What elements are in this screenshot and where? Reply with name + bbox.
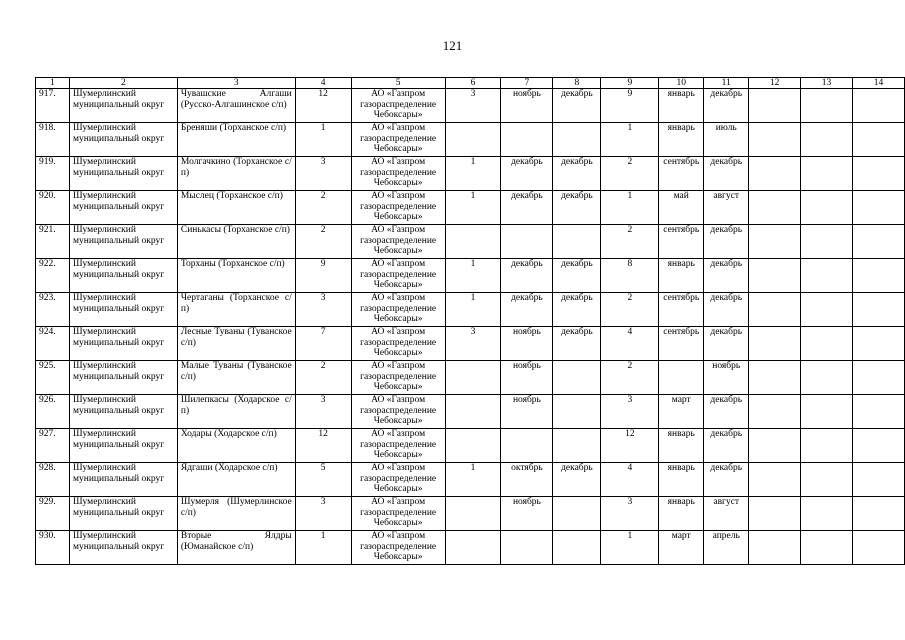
organization-name: АО «Газпром газораспределение Чебоксары»	[351, 429, 445, 463]
col-7-month	[501, 531, 553, 565]
col-9-value: 1	[601, 191, 659, 225]
col-9-value: 4	[601, 327, 659, 361]
col-12-value	[749, 463, 801, 497]
settlement-name: Шумерля (Шумерлинское с/п)	[177, 497, 295, 531]
col-4-count: 3	[295, 157, 351, 191]
col-12-value	[749, 429, 801, 463]
col-4-count: 1	[295, 531, 351, 565]
column-header: 7	[501, 78, 553, 89]
col-9-value: 2	[601, 225, 659, 259]
col-11-month: июль	[704, 123, 749, 157]
col-13-value	[801, 191, 853, 225]
col-8-month: декабрь	[553, 259, 601, 293]
col-8-month: декабрь	[553, 463, 601, 497]
row-number: 927.	[36, 429, 70, 463]
settlement-name: Молгачкино (Торханское с/п)	[177, 157, 295, 191]
table-row	[36, 395, 905, 429]
col-6-value: 3	[445, 89, 501, 123]
row-number: 928.	[36, 463, 70, 497]
col-7-month: декабрь	[501, 157, 553, 191]
col-10-month: январь	[659, 259, 704, 293]
district-name: Шумерлинский муниципальный округ	[69, 361, 177, 395]
col-10-month: сентябрь	[659, 225, 704, 259]
col-4-count: 2	[295, 225, 351, 259]
col-6-value	[445, 225, 501, 259]
col-11-month: декабрь	[704, 327, 749, 361]
organization-name: АО «Газпром газораспределение Чебоксары»	[351, 157, 445, 191]
column-header: 1	[36, 78, 70, 89]
col-10-month: сентябрь	[659, 157, 704, 191]
table-row	[36, 497, 905, 531]
col-14-value	[852, 497, 904, 531]
col-14-value	[852, 463, 904, 497]
col-9-value: 1	[601, 531, 659, 565]
settlement-name: Ядгаши (Ходарское с/п)	[177, 463, 295, 497]
organization-name: АО «Газпром газораспределение Чебоксары»	[351, 395, 445, 429]
col-9-value: 3	[601, 497, 659, 531]
organization-name: АО «Газпром газораспределение Чебоксары»	[351, 123, 445, 157]
row-number: 926.	[36, 395, 70, 429]
col-8-month	[553, 361, 601, 395]
col-12-value	[749, 191, 801, 225]
settlement-name: Вторые Ялдры (Юманайское с/п)	[177, 531, 295, 565]
col-14-value	[852, 89, 904, 123]
col-10-month: январь	[659, 123, 704, 157]
organization-name: АО «Газпром газораспределение Чебоксары»	[351, 225, 445, 259]
col-14-value	[852, 157, 904, 191]
row-number: 917.	[36, 89, 70, 123]
table-row	[36, 191, 905, 225]
col-13-value	[801, 259, 853, 293]
col-11-month: ноябрь	[704, 361, 749, 395]
col-9-value: 4	[601, 463, 659, 497]
col-9-value: 8	[601, 259, 659, 293]
col-8-month	[553, 395, 601, 429]
col-10-month: март	[659, 531, 704, 565]
organization-name: АО «Газпром газораспределение Чебоксары»	[351, 327, 445, 361]
column-header: 11	[704, 78, 749, 89]
district-name: Шумерлинский муниципальный округ	[69, 531, 177, 565]
col-13-value	[801, 497, 853, 531]
column-header: 6	[445, 78, 501, 89]
col-14-value	[852, 327, 904, 361]
col-7-month: ноябрь	[501, 395, 553, 429]
col-13-value	[801, 361, 853, 395]
col-12-value	[749, 259, 801, 293]
col-10-month: май	[659, 191, 704, 225]
column-header: 13	[801, 78, 853, 89]
col-7-month: декабрь	[501, 259, 553, 293]
col-4-count: 12	[295, 429, 351, 463]
row-number: 921.	[36, 225, 70, 259]
col-11-month: декабрь	[704, 429, 749, 463]
col-9-value: 2	[601, 157, 659, 191]
col-9-value: 12	[601, 429, 659, 463]
col-9-value: 2	[601, 293, 659, 327]
organization-name: АО «Газпром газораспределение Чебоксары»	[351, 361, 445, 395]
column-header: 12	[749, 78, 801, 89]
col-8-month: декабрь	[553, 191, 601, 225]
col-13-value	[801, 429, 853, 463]
col-13-value	[801, 531, 853, 565]
district-name: Шумерлинский муниципальный округ	[69, 157, 177, 191]
col-13-value	[801, 89, 853, 123]
row-number: 918.	[36, 123, 70, 157]
table-row	[36, 463, 905, 497]
col-14-value	[852, 531, 904, 565]
col-11-month: август	[704, 191, 749, 225]
col-10-month: январь	[659, 497, 704, 531]
settlement-name: Чувашские Алгаши (Русско-Алгашинское с/п)	[177, 89, 295, 123]
district-name: Шумерлинский муниципальный округ	[69, 191, 177, 225]
settlement-name: Синькасы (Торханское с/п)	[177, 225, 295, 259]
row-number: 929.	[36, 497, 70, 531]
row-number: 930.	[36, 531, 70, 565]
table-row	[36, 293, 905, 327]
col-8-month	[553, 531, 601, 565]
col-8-month: декабрь	[553, 157, 601, 191]
column-header: 4	[295, 78, 351, 89]
col-11-month: август	[704, 497, 749, 531]
col-12-value	[749, 293, 801, 327]
table-row	[36, 259, 905, 293]
col-7-month	[501, 429, 553, 463]
settlement-name: Мыслец (Торханское с/п)	[177, 191, 295, 225]
col-11-month: апрель	[704, 531, 749, 565]
row-number: 922.	[36, 259, 70, 293]
col-13-value	[801, 123, 853, 157]
organization-name: АО «Газпром газораспределение Чебоксары»	[351, 89, 445, 123]
col-6-value: 3	[445, 327, 501, 361]
col-14-value	[852, 361, 904, 395]
row-number: 923.	[36, 293, 70, 327]
col-11-month: декабрь	[704, 259, 749, 293]
col-8-month	[553, 225, 601, 259]
page-number: 121	[442, 38, 463, 53]
col-10-month: сентябрь	[659, 293, 704, 327]
col-4-count: 2	[295, 191, 351, 225]
col-4-count: 7	[295, 327, 351, 361]
col-7-month	[501, 123, 553, 157]
district-name: Шумерлинский муниципальный округ	[69, 395, 177, 429]
col-6-value	[445, 361, 501, 395]
col-4-count: 3	[295, 497, 351, 531]
col-12-value	[749, 497, 801, 531]
col-11-month: декабрь	[704, 157, 749, 191]
col-11-month: декабрь	[704, 225, 749, 259]
col-6-value	[445, 497, 501, 531]
column-header: 10	[659, 78, 704, 89]
col-12-value	[749, 225, 801, 259]
row-number: 919.	[36, 157, 70, 191]
col-6-value: 1	[445, 157, 501, 191]
col-8-month	[553, 429, 601, 463]
district-name: Шумерлинский муниципальный округ	[69, 259, 177, 293]
settlement-name: Ходары (Ходарское с/п)	[177, 429, 295, 463]
organization-name: АО «Газпром газораспределение Чебоксары»	[351, 497, 445, 531]
col-7-month: октябрь	[501, 463, 553, 497]
col-7-month: ноябрь	[501, 327, 553, 361]
col-10-month: январь	[659, 429, 704, 463]
district-name: Шумерлинский муниципальный округ	[69, 89, 177, 123]
col-4-count: 5	[295, 463, 351, 497]
col-10-month: январь	[659, 463, 704, 497]
col-6-value	[445, 531, 501, 565]
col-8-month	[553, 123, 601, 157]
col-12-value	[749, 531, 801, 565]
table-row	[36, 157, 905, 191]
col-8-month: декабрь	[553, 327, 601, 361]
row-number: 924.	[36, 327, 70, 361]
col-14-value	[852, 293, 904, 327]
col-4-count: 3	[295, 395, 351, 429]
row-number: 925.	[36, 361, 70, 395]
col-12-value	[749, 157, 801, 191]
col-13-value	[801, 395, 853, 429]
col-6-value: 1	[445, 463, 501, 497]
organization-name: АО «Газпром газораспределение Чебоксары»	[351, 293, 445, 327]
district-name: Шумерлинский муниципальный округ	[69, 225, 177, 259]
col-12-value	[749, 361, 801, 395]
col-11-month: декабрь	[704, 293, 749, 327]
column-header-row	[36, 78, 905, 89]
settlement-name: Шилепкасы (Ходарское с/п)	[177, 395, 295, 429]
district-name: Шумерлинский муниципальный округ	[69, 463, 177, 497]
column-header: 9	[601, 78, 659, 89]
col-4-count: 3	[295, 293, 351, 327]
table-row	[36, 123, 905, 157]
col-4-count: 2	[295, 361, 351, 395]
organization-name: АО «Газпром газораспределение Чебоксары»	[351, 191, 445, 225]
col-9-value: 3	[601, 395, 659, 429]
col-13-value	[801, 225, 853, 259]
col-12-value	[749, 123, 801, 157]
col-10-month	[659, 361, 704, 395]
col-9-value: 9	[601, 89, 659, 123]
col-10-month: сентябрь	[659, 327, 704, 361]
col-7-month: декабрь	[501, 293, 553, 327]
column-header: 14	[852, 78, 904, 89]
district-name: Шумерлинский муниципальный округ	[69, 123, 177, 157]
col-14-value	[852, 225, 904, 259]
col-7-month: декабрь	[501, 191, 553, 225]
col-9-value: 2	[601, 361, 659, 395]
col-13-value	[801, 293, 853, 327]
col-10-month: январь	[659, 89, 704, 123]
col-6-value	[445, 395, 501, 429]
district-name: Шумерлинский муниципальный округ	[69, 429, 177, 463]
col-14-value	[852, 259, 904, 293]
col-7-month: ноябрь	[501, 497, 553, 531]
col-7-month: ноябрь	[501, 361, 553, 395]
col-11-month: декабрь	[704, 89, 749, 123]
col-14-value	[852, 191, 904, 225]
col-12-value	[749, 89, 801, 123]
table-row	[36, 429, 905, 463]
col-14-value	[852, 123, 904, 157]
col-10-month: март	[659, 395, 704, 429]
organization-name: АО «Газпром газораспределение Чебоксары»	[351, 531, 445, 565]
col-6-value: 1	[445, 191, 501, 225]
col-6-value	[445, 429, 501, 463]
district-name: Шумерлинский муниципальный округ	[69, 497, 177, 531]
settlement-name: Бреняши (Торханское с/п)	[177, 123, 295, 157]
district-name: Шумерлинский муниципальный округ	[69, 327, 177, 361]
col-7-month: ноябрь	[501, 89, 553, 123]
settlement-name: Лесные Туваны (Туванское с/п)	[177, 327, 295, 361]
organization-name: АО «Газпром газораспределение Чебоксары»	[351, 259, 445, 293]
table-row	[36, 225, 905, 259]
col-6-value	[445, 123, 501, 157]
col-4-count: 1	[295, 123, 351, 157]
column-header: 2	[69, 78, 177, 89]
col-12-value	[749, 327, 801, 361]
table-row	[36, 327, 905, 361]
col-13-value	[801, 157, 853, 191]
table-row	[36, 361, 905, 395]
table-row	[36, 89, 905, 123]
col-11-month: декабрь	[704, 463, 749, 497]
settlement-name: Чертаганы (Торханское с/п)	[177, 293, 295, 327]
col-4-count: 12	[295, 89, 351, 123]
table-row	[36, 531, 905, 565]
col-8-month	[553, 497, 601, 531]
col-7-month	[501, 225, 553, 259]
col-12-value	[749, 395, 801, 429]
column-header: 5	[351, 78, 445, 89]
col-14-value	[852, 429, 904, 463]
col-11-month: декабрь	[704, 395, 749, 429]
organization-name: АО «Газпром газораспределение Чебоксары»	[351, 463, 445, 497]
row-number: 920.	[36, 191, 70, 225]
col-14-value	[852, 395, 904, 429]
settlement-name: Торханы (Торханское с/п)	[177, 259, 295, 293]
col-8-month: декабрь	[553, 293, 601, 327]
district-name: Шумерлинский муниципальный округ	[69, 293, 177, 327]
gas-schedule-table	[35, 77, 905, 565]
column-header: 8	[553, 78, 601, 89]
col-9-value: 1	[601, 123, 659, 157]
col-8-month: декабрь	[553, 89, 601, 123]
col-13-value	[801, 327, 853, 361]
col-13-value	[801, 463, 853, 497]
column-header: 3	[177, 78, 295, 89]
settlement-name: Малые Туваны (Туванское с/п)	[177, 361, 295, 395]
col-4-count: 9	[295, 259, 351, 293]
col-6-value: 1	[445, 259, 501, 293]
col-6-value: 1	[445, 293, 501, 327]
